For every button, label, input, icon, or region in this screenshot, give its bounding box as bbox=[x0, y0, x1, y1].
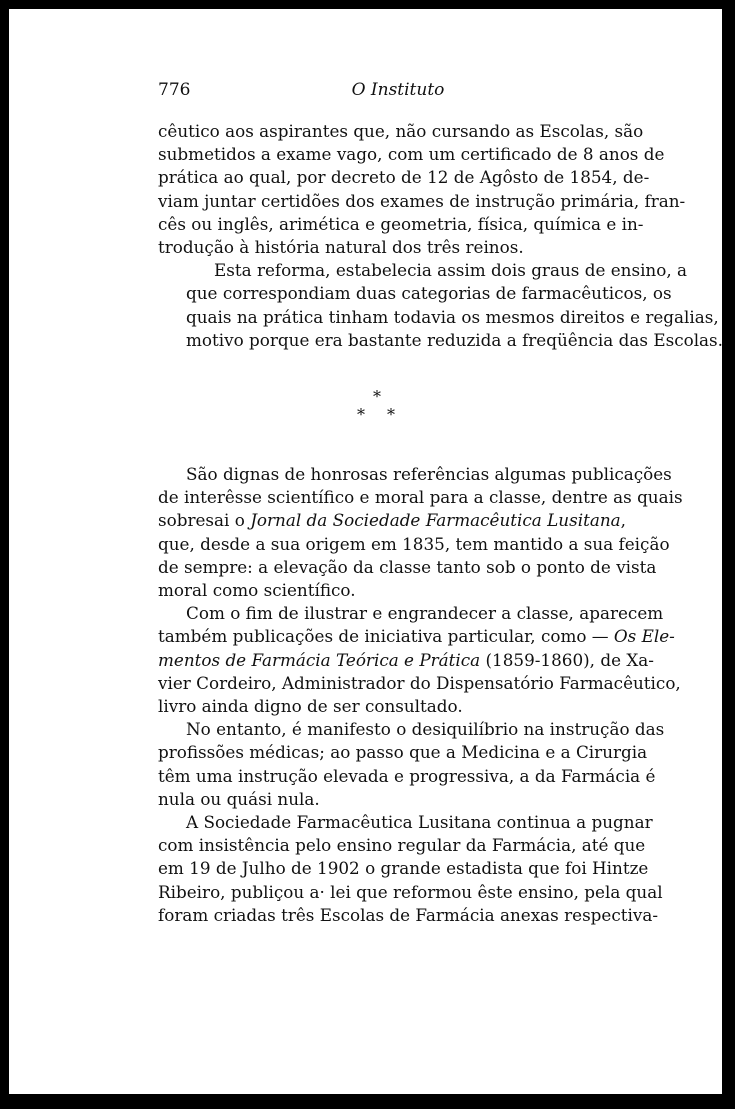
page-number: 776 bbox=[158, 80, 191, 100]
running-title: O Instituto bbox=[351, 80, 445, 100]
text-line: Esta reforma, estabelecia assim dois graus de ensino, a bbox=[214, 260, 688, 281]
asterisk-mark: * bbox=[357, 405, 365, 424]
paragraph bbox=[158, 120, 686, 259]
text-line: têm uma instrução elevada e progressiva, a da Farmácia é bbox=[158, 765, 656, 786]
text-block-top bbox=[158, 120, 724, 352]
asterism-divider bbox=[349, 387, 409, 437]
paragraph bbox=[158, 259, 724, 352]
text-line: mentos de Farmácia Teórica e Prática (1859-1860), de Xa- bbox=[158, 649, 654, 670]
text-line: nula ou quási nula. bbox=[158, 788, 320, 809]
text-line: viam juntar certidões dos exames de instrução primária, fran- bbox=[158, 190, 686, 211]
paragraph bbox=[158, 463, 683, 602]
text-line: trodução à história natural dos três reinos. bbox=[158, 237, 524, 258]
text-line: profissões médicas; ao passo que a Medicina e a Cirurgia bbox=[158, 742, 648, 763]
text-line: que, desde a sua origem em 1835, tem mantido a sua feição bbox=[158, 533, 670, 554]
paragraph bbox=[158, 811, 663, 927]
text-line: A Sociedade Farmacêutica Lusitana continua a pugnar bbox=[186, 812, 653, 833]
italic-title: mentos de Farmácia Teórica e Prática bbox=[158, 649, 481, 670]
text-line: cês ou inglês, arimética e geometria, física, química e in- bbox=[158, 213, 644, 234]
text-line: submetidos a exame vago, com um certificado de 8 anos de bbox=[158, 144, 665, 165]
asterisk-mark: * bbox=[387, 405, 395, 424]
text-block-bottom bbox=[158, 463, 683, 927]
italic-title: Os Ele- bbox=[613, 626, 675, 647]
asterisk-mark: * bbox=[373, 387, 381, 406]
text-line: de interêsse scientífico e moral para a classe, dentre as quais bbox=[158, 487, 683, 508]
text-line: de sempre: a elevação da classe tanto sob o ponto de vista bbox=[158, 556, 657, 577]
book-page bbox=[9, 9, 722, 1094]
text-line: livro ainda digno de ser consultado. bbox=[158, 696, 463, 717]
text-line: foram criadas três Escolas de Farmácia anexas respectiva- bbox=[158, 904, 659, 925]
paragraph bbox=[158, 718, 665, 811]
text-line: Com o fim de ilustrar e engrandecer a classe, aparecem bbox=[186, 603, 664, 624]
italic-title: Jornal da Sociedade Farmacêutica Lusitana bbox=[250, 510, 621, 531]
text-line: sobresai o Jornal da Sociedade Farmacêutica Lusitana, bbox=[158, 510, 626, 531]
text-line: quais na prática tinham todavia os mesmos direitos e regalias, bbox=[186, 306, 719, 327]
paragraph bbox=[158, 602, 681, 718]
text-line: motivo porque era bastante reduzida a freqüência das Escolas. bbox=[186, 329, 724, 350]
text-line: No entanto, é manifesto o desiquilíbrio na instrução das bbox=[186, 719, 665, 740]
text-line: em 19 de Julho de 1902 o grande estadista que foi Hintze bbox=[158, 858, 649, 879]
page-header bbox=[158, 80, 638, 104]
text-line: moral como scientífico. bbox=[158, 580, 356, 601]
text-line: com insistência pelo ensino regular da Farmácia, até que bbox=[158, 835, 646, 856]
text-line: prática ao qual, por decreto de 12 de Agôsto de 1854, de- bbox=[158, 167, 650, 188]
text-line: que correspondiam duas categorias de farmacêuticos, os bbox=[186, 283, 672, 304]
text-line: São dignas de honrosas referências algumas publicações bbox=[186, 464, 672, 484]
text-line: cêutico aos aspirantes que, não cursando as Escolas, são bbox=[158, 121, 644, 141]
text-line: Ribeiro, publiçou a· lei que reformou êste ensino, pela qual bbox=[158, 881, 663, 902]
text-line: também publicações de iniciativa particular, como — Os Ele- bbox=[158, 626, 675, 647]
text-line: vier Cordeiro, Administrador do Dispensatório Farmacêutico, bbox=[158, 672, 681, 693]
